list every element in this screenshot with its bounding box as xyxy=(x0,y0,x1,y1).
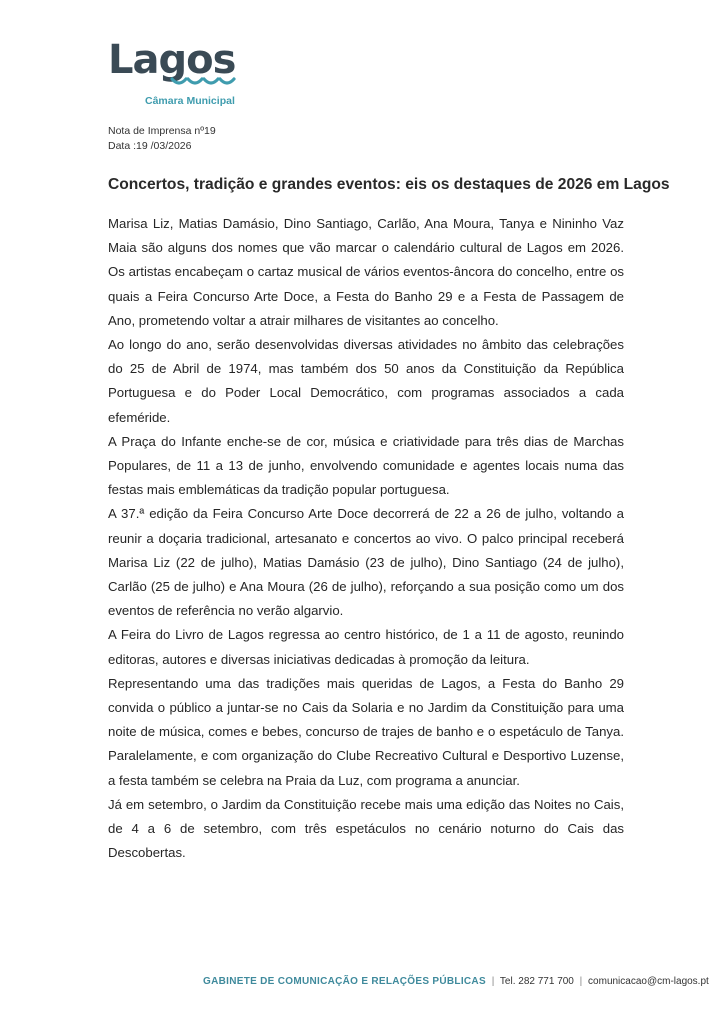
paragraph: Ao longo do ano, serão desenvolvidas diversas atividades no âmbito das celebrações do 25 de Abril de 1974, mas também dos 50 anos da Constituição da República Portuguesa e do Poder Local Democrático, com programas associados a cada efeméride. xyxy=(108,337,624,425)
paragraph: Marisa Liz, Matias Damásio, Dino Santiago, Carlão, Ana Moura, Tanya e Nininho Vaz Maia são alguns dos nomes que vão marcar o calendário cultural de Lagos em 2026. Os artistas encabeçam o cartaz musical de vários eventos-âncora do concelho, entre os quais a Feira Concurso Arte Doce, a Festa do Banho 29 e a Festa de Passagem de Ano, prometendo voltar a atrair milhares de visitantes ao concelho. xyxy=(108,216,624,328)
paragraph: A Praça do Infante enche-se de cor, música e criatividade para três dias de Marchas Populares, de 11 a 13 de junho, envolvendo comunidade e agentes locais numa das festas mais emblemáticas da tradição popular portuguesa. xyxy=(108,433,624,498)
press-note-number: Nota de Imprensa nº19 xyxy=(108,125,216,137)
footer xyxy=(203,976,709,987)
municipality-logo xyxy=(108,37,248,110)
logo-subtitle: Câmara Municipal xyxy=(145,95,235,107)
article-body xyxy=(108,212,624,865)
page-title: Concertos, tradição e grandes eventos: eis os destaques de 2026 em Lagos xyxy=(108,176,670,193)
paragraph: Já em setembro, o Jardim da Constituição recebe mais uma edição das Noites no Cais, de 4 a 6 de setembro, com três espetáculos no cenário noturno do Cais das Descobertas. xyxy=(108,796,624,861)
footer-email[interactable]: comunicacao@cm-lagos.pt xyxy=(588,976,709,987)
footer-separator: | xyxy=(579,976,583,987)
waves-icon xyxy=(170,76,236,88)
logo-wordmark: Lagos xyxy=(108,37,236,83)
footer-separator: | xyxy=(491,976,495,987)
paragraph: Representando uma das tradições mais queridas de Lagos, a Festa do Banho 29 convida o público a juntar-se no Cais da Solaria e no Jardim da Constituição para uma noite de música, comes e bebes, concurso de trajes de banho e o espetáculo de Tanya. Paralelamente, e com organização do Clube Recreativo Cultural e Desportivo Luzense, a festa também se celebra na Praia da Luz, com programa a anunciar. xyxy=(108,675,624,788)
press-meta xyxy=(108,124,216,154)
paragraph: A 37.ª edição da Feira Concurso Arte Doce decorrerá de 22 a 26 de julho, voltando a reunir a doçaria tradicional, artesanato e concertos ao vivo. O palco principal receberá Marisa Liz (22 de julho), Matias Damásio (23 de julho), Dino Santiago (24 de julho), Carlão (25 de julho) e Ana Moura (26 de julho), reforçando a sua posição como um dos eventos de referência no verão algarvio. xyxy=(108,506,624,619)
press-date: Data :19 /03/2026 xyxy=(108,140,192,152)
footer-phone: Tel. 282 771 700 xyxy=(499,976,574,987)
paragraph: A Feira do Livro de Lagos regressa ao centro histórico, de 1 a 11 de agosto, reunindo editoras, autores e diversas iniciativas dedicadas à promoção da leitura. xyxy=(108,627,624,667)
footer-department: GABINETE DE COMUNICAÇÃO E RELAÇÕES PÚBLICAS xyxy=(203,976,486,987)
